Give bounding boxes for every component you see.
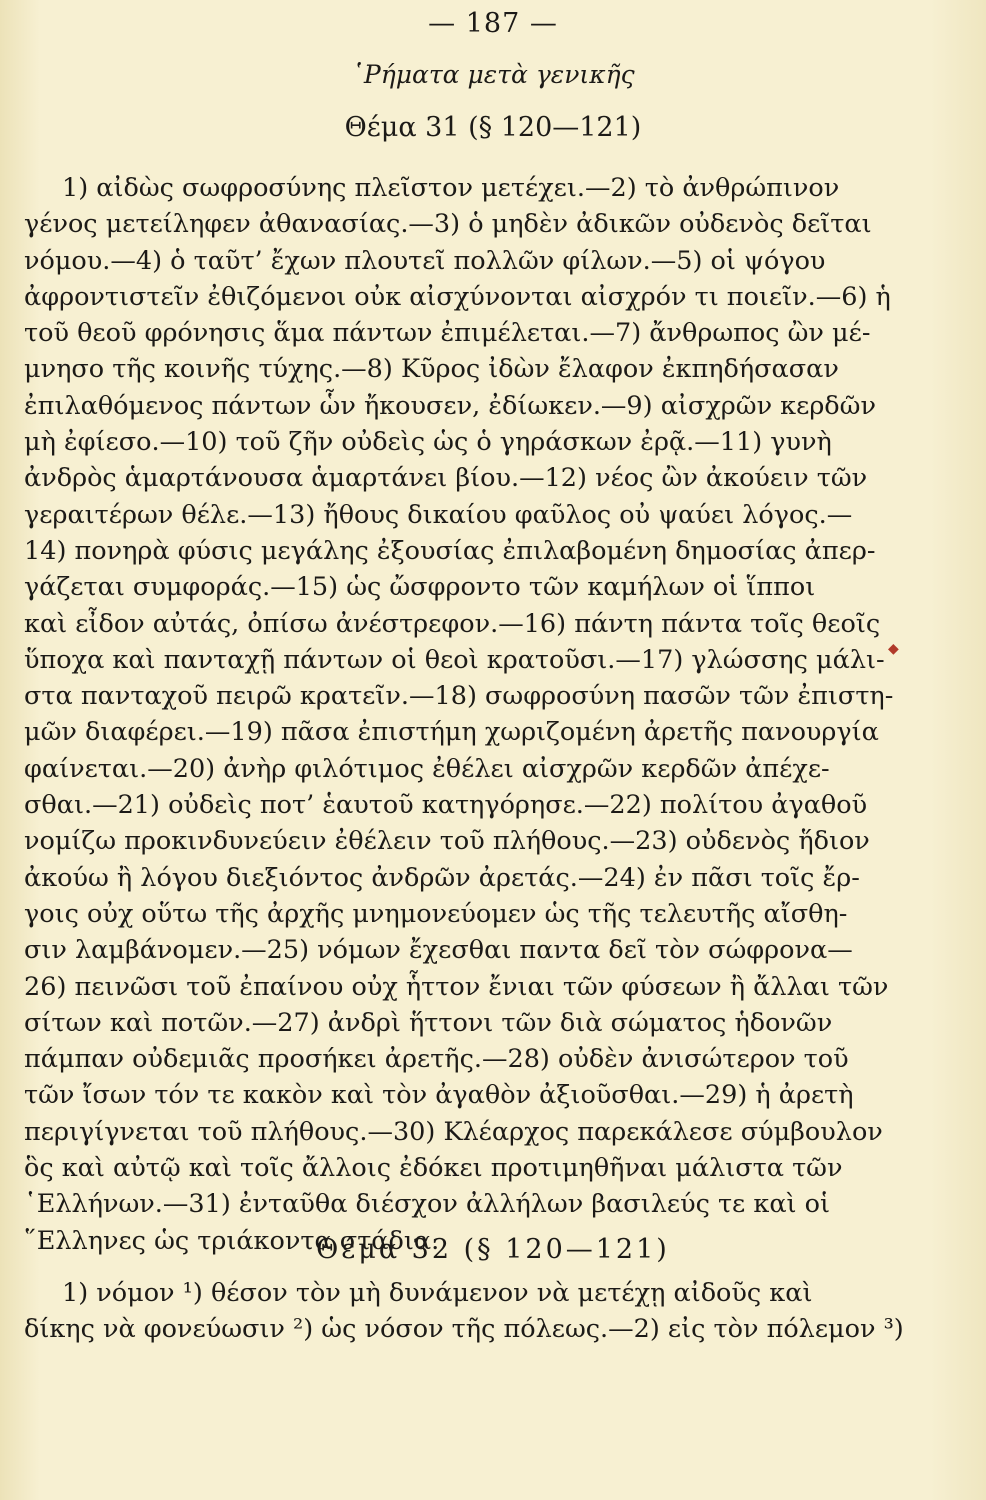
text-line: γοις οὐχ οὕτω τῆς ἀρχῆς μνημονεύομεν ὡς τῆς τελευτῆς αἴσθη- [24,898,848,929]
text-line: 1) νόμον ¹) θέσον τὸν μὴ δυνάμενον νὰ μετέχῃ αἰδοῦς καὶ [62,1278,813,1308]
text-line: ῾Ελλήνων.—31) ἐνταῦθα διέσχον ἀλλήλων βασιλεύς τε καὶ οἱ [24,1189,830,1220]
text-line: σίτων καὶ ποτῶν.—27) ἀνδρὶ ἥττονι τῶν διὰ σώματος ἡδονῶν [24,1007,833,1038]
text-line: 14) πονηρὰ φύσις μεγάλης ἐξουσίας ἐπιλαβομένη δημοσίας ἀπερ- [24,535,876,566]
text-line: δίκης νὰ φονεύωσιν ²) ὡς νόσον τῆς πόλεως.—2) εἰς τὸν πόλεμον ³) [24,1314,904,1345]
exercise-32-text [24,1275,904,1348]
text-line: σιν λαμβάνομεν.—25) νόμων ἔχεσθαι παντα δεῖ τὸν σώφρονα— [24,935,853,966]
text-line: νόμου.—4) ὁ ταῦτ’ ἔχων πλουτεῖ πολλῶν φίλων.—5) οἱ ψόγου [24,245,826,276]
text-line: ῞Ελληνες ὡς τριάκοντα στάδια. [24,1225,440,1256]
text-line: γάζεται συμφοράς.—15) ὡς ὤσφροντο τῶν καμήλων οἱ ἵπποι [24,572,816,603]
text-line: τῶν ἴσων τόν τε κακὸν καὶ τὸν ἀγαθὸν ἀξιοῦσθαι.—29) ἡ ἀρετὴ [24,1080,854,1111]
text-line: σθαι.—21) οὐδεὶς ποτ’ ἑαυτοῦ κατηγόρησε.—22) πολίτου ἀγαθοῦ [24,790,868,821]
text-line: τοῦ θεοῦ φρόνησις ἅμα πάντων ἐπιμέλεται.—7) ἄνθρωπος ὢν μέ- [24,318,871,349]
text-line: νομίζω προκινδυνεύειν ἐθέλειν τοῦ πλήθους.—23) οὐδενὸς ἥδιον [24,826,870,857]
text-line: καὶ εἶδον αὐτάς, ὀπίσω ἀνέστρεφον.—16) πάντη πάντα τοῖς θεοῖς [24,608,881,639]
exercise-31-text [24,170,894,1259]
text-line: ὕποχα καὶ πανταχῇ πάντων οἱ θεοὶ κρατοῦσι.—17) γλώσσης μάλι- [24,644,885,675]
text-line: μὴ ἐφίεσο.—10) τοῦ ζῆν οὐδεὶς ὡς ὁ γηράσκων ἐρᾷ.—11) γυνὴ [24,427,832,458]
text-line: 26) πεινῶσι τοῦ ἐπαίνου οὐχ ἧττον ἔνιαι τῶν φύσεων ἢ ἄλλαι τῶν [24,971,889,1002]
text-line: γένος μετείληφεν ἀθανασίας.—3) ὁ μηδὲν ἀδικῶν οὐδενὸς δεῖται [24,209,872,240]
text-line: περιγίγνεται τοῦ πλήθους.—30) Κλέαρχος παρεκάλεσε σύμβουλον [24,1116,883,1147]
text-line: στα πανταχοῦ πειρῶ κρατεῖν.—18) σωφροσύνη πασῶν τῶν ἐπιστη- [24,681,894,712]
text-line: φαίνεται.—20) ἀνὴρ φιλότιμος ἐθέλει αἰσχρῶν κερδῶν ἀπέχε- [24,753,830,784]
text-line: μνησο τῆς κοινῆς τύχης.—8) Κῦρος ἰδὼν ἔλαφον ἐκπηδήσασαν [24,354,839,385]
exercise-heading-32: Θέμα 32 (§ 120—121) [316,1234,670,1265]
text-line: ὃς καὶ αὐτῷ καὶ τοῖς ἄλλοις ἐδόκει προτιμηθῆναι μάλιστα τῶν [24,1153,843,1184]
text-line: μῶν διαφέρει.—19) πᾶσα ἐπιστήμη χωριζομένη ἀρετῆς πανουργία [24,717,879,748]
text-line: 1) αἰδὼς σωφροσύνης πλεῖστον μετέχει.—2) τὸ ἀνθρώπινον [62,173,840,203]
margin-ink-mark-icon: ◆ [888,641,899,657]
section-heading: ῾Ρήματα μετὰ γενικῆς [351,60,635,89]
exercise-heading-31: Θέμα 31 (§ 120—121) [344,112,642,143]
text-line: ἀφροντιστεῖν ἐθιζόμενοι οὐκ αἰσχύνονται αἰσχρόν τι ποιεῖν.—6) ἡ [24,281,891,312]
text-line: ἀνδρὸς ἁμαρτάνουσα ἁμαρτάνει βίου.—12) νέος ὢν ἀκούειν τῶν [24,463,868,494]
text-line: ἐπιλαθόμενος πάντων ὧν ἤκουσεν, ἐδίωκεν.—9) αἰσχρῶν κερδῶν [24,390,876,421]
text-line: πάμπαν οὐδεμιᾶς προσήκει ἀρετῆς.—28) οὐδὲν ἀνισώτερον τοῦ [24,1044,849,1075]
page-number: — 187 — [428,8,558,39]
text-line: ἀκούω ἢ λόγου διεξιόντος ἀνδρῶν ἀρετάς.—24) ἐν πᾶσι τοῖς ἔρ- [24,862,860,893]
text-line: γεραιτέρων θέλε.—13) ἤθους δικαίου φαῦλος οὐ ψαύει λόγος.— [24,499,853,530]
